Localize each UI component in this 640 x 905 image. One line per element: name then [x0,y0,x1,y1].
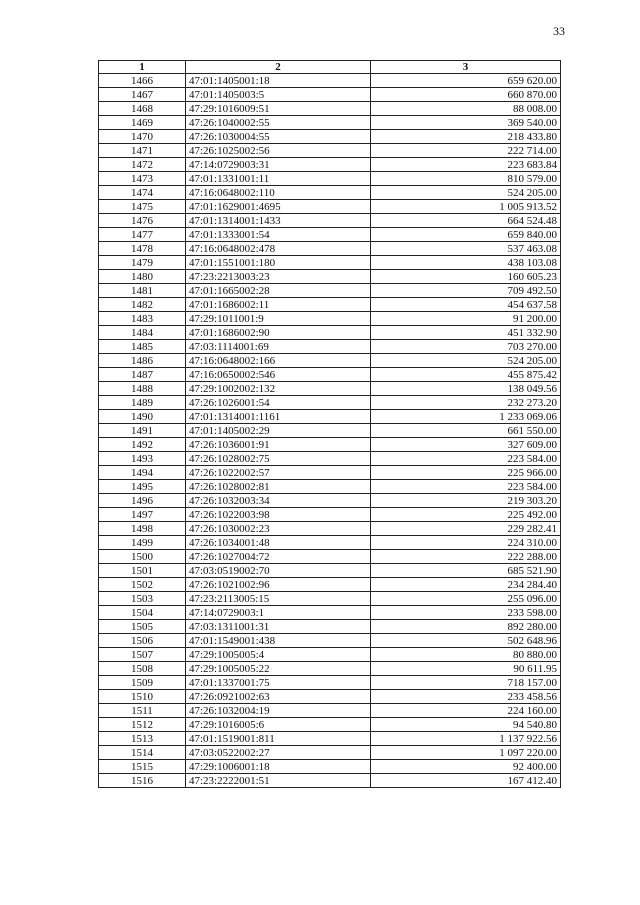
table-row [99,158,561,172]
amount-cell: 223 584.00 [371,452,561,466]
cadastral-number-cell: 47:26:1032004:19 [186,704,371,718]
cadastral-number-cell: 47:26:1034001:48 [186,536,371,550]
row-number-cell: 1481 [99,284,186,298]
table-row [99,522,561,536]
column-header-3: 3 [371,61,561,74]
cadastral-number-cell: 47:26:1036001:91 [186,438,371,452]
table-row [99,676,561,690]
cadastral-number-cell: 47:26:1027004:72 [186,550,371,564]
table-row [99,312,561,326]
table-header [99,61,561,74]
amount-cell: 223 683.84 [371,158,561,172]
cadastral-number-cell: 47:01:1405002:29 [186,424,371,438]
amount-cell: 709 492.50 [371,284,561,298]
table-row [99,774,561,788]
row-number-cell: 1507 [99,648,186,662]
row-number-cell: 1510 [99,690,186,704]
row-number-cell: 1470 [99,130,186,144]
row-number-cell: 1500 [99,550,186,564]
table-row [99,368,561,382]
table-row [99,536,561,550]
table-row [99,662,561,676]
cadastral-number-cell: 47:01:1551001:180 [186,256,371,270]
cadastral-number-cell: 47:14:0729003:1 [186,606,371,620]
amount-cell: 810 579.00 [371,172,561,186]
table-row [99,494,561,508]
page-number: 33 [553,24,565,38]
row-number-cell: 1486 [99,354,186,368]
table-row [99,648,561,662]
row-number-cell: 1489 [99,396,186,410]
cadastral-number-cell: 47:26:1021002:96 [186,578,371,592]
row-number-cell: 1502 [99,578,186,592]
amount-cell: 224 310.00 [371,536,561,550]
amount-cell: 232 273.20 [371,396,561,410]
table-row [99,438,561,452]
amount-cell: 218 433.80 [371,130,561,144]
amount-cell: 80 880.00 [371,648,561,662]
row-number-cell: 1491 [99,424,186,438]
cadastral-number-cell: 47:29:1016005:6 [186,718,371,732]
cadastral-number-cell: 47:26:0921002:63 [186,690,371,704]
row-number-cell: 1477 [99,228,186,242]
row-number-cell: 1511 [99,704,186,718]
cadastral-number-cell: 47:01:1686002:90 [186,326,371,340]
cadastral-number-cell: 47:26:1026001:54 [186,396,371,410]
cadastral-number-cell: 47:03:0519002:70 [186,564,371,578]
amount-cell: 222 288.00 [371,550,561,564]
amount-cell: 892 280.00 [371,620,561,634]
amount-cell: 229 282.41 [371,522,561,536]
cadastral-number-cell: 47:29:1005005:22 [186,662,371,676]
amount-cell: 659 620.00 [371,74,561,88]
table-row [99,144,561,158]
header-row [99,61,561,74]
table-row [99,396,561,410]
cadastral-number-cell: 47:03:1311001:31 [186,620,371,634]
table-row [99,102,561,116]
amount-cell: 524 205.00 [371,186,561,200]
amount-cell: 327 609.00 [371,438,561,452]
cadastral-number-cell: 47:29:1011001:9 [186,312,371,326]
amount-cell: 659 840.00 [371,228,561,242]
cadastral-number-cell: 47:01:1665002:28 [186,284,371,298]
row-number-cell: 1472 [99,158,186,172]
row-number-cell: 1508 [99,662,186,676]
amount-cell: 1 233 069.06 [371,410,561,424]
amount-cell: 223 584.00 [371,480,561,494]
table-row [99,214,561,228]
amount-cell: 455 875.42 [371,368,561,382]
table-row [99,242,561,256]
cadastral-number-cell: 47:26:1030004:55 [186,130,371,144]
row-number-cell: 1516 [99,774,186,788]
row-number-cell: 1506 [99,634,186,648]
amount-cell: 454 637.58 [371,298,561,312]
row-number-cell: 1480 [99,270,186,284]
table-row [99,452,561,466]
table-row [99,340,561,354]
amount-cell: 664 524.48 [371,214,561,228]
row-number-cell: 1473 [99,172,186,186]
cadastral-number-cell: 47:23:2222001:51 [186,774,371,788]
amount-cell: 138 049.56 [371,382,561,396]
row-number-cell: 1482 [99,298,186,312]
amount-cell: 94 540.80 [371,718,561,732]
table-row [99,172,561,186]
row-number-cell: 1483 [99,312,186,326]
amount-cell: 234 284.40 [371,578,561,592]
cadastral-number-cell: 47:29:1016009:51 [186,102,371,116]
row-number-cell: 1471 [99,144,186,158]
row-number-cell: 1476 [99,214,186,228]
cadastral-number-cell: 47:23:2213003:23 [186,270,371,284]
amount-cell: 219 303.20 [371,494,561,508]
amount-cell: 703 270.00 [371,340,561,354]
cadastral-number-cell: 47:16:0648002:478 [186,242,371,256]
row-number-cell: 1469 [99,116,186,130]
row-number-cell: 1488 [99,382,186,396]
row-number-cell: 1492 [99,438,186,452]
table-row [99,606,561,620]
cadastral-number-cell: 47:01:1549001:438 [186,634,371,648]
row-number-cell: 1497 [99,508,186,522]
table-row [99,480,561,494]
row-number-cell: 1474 [99,186,186,200]
row-number-cell: 1467 [99,88,186,102]
table-row [99,256,561,270]
row-number-cell: 1487 [99,368,186,382]
cadastral-number-cell: 47:26:1032003:34 [186,494,371,508]
amount-cell: 225 966.00 [371,466,561,480]
cadastral-number-cell: 47:26:1028002:81 [186,480,371,494]
row-number-cell: 1479 [99,256,186,270]
table-row [99,424,561,438]
table-row [99,298,561,312]
amount-cell: 92 400.00 [371,760,561,774]
cadastral-number-cell: 47:16:0648002:166 [186,354,371,368]
table-row [99,186,561,200]
amount-cell: 1 137 922.56 [371,732,561,746]
cadastral-number-cell: 47:01:1519001:811 [186,732,371,746]
cadastral-number-cell: 47:16:0650002:546 [186,368,371,382]
row-number-cell: 1496 [99,494,186,508]
amount-cell: 224 160.00 [371,704,561,718]
cadastral-number-cell: 47:01:1629001:4695 [186,200,371,214]
row-number-cell: 1478 [99,242,186,256]
amount-cell: 91 200.00 [371,312,561,326]
table-row [99,466,561,480]
row-number-cell: 1466 [99,74,186,88]
cadastral-number-cell: 47:01:1686002:11 [186,298,371,312]
cadastral-number-cell: 47:29:1002002:132 [186,382,371,396]
amount-cell: 222 714.00 [371,144,561,158]
amount-cell: 369 540.00 [371,116,561,130]
amount-cell: 255 096.00 [371,592,561,606]
cadastral-number-cell: 47:14:0729003:31 [186,158,371,172]
table-row [99,284,561,298]
cadastral-number-cell: 47:26:1022002:57 [186,466,371,480]
cadastral-number-cell: 47:26:1040002:55 [186,116,371,130]
cadastral-number-cell: 47:01:1333001:54 [186,228,371,242]
amount-cell: 718 157.00 [371,676,561,690]
table-row [99,74,561,88]
cadastral-number-cell: 47:01:1331001:11 [186,172,371,186]
column-header-1: 1 [99,61,186,74]
amount-cell: 88 008.00 [371,102,561,116]
cadastral-number-cell: 47:01:1337001:75 [186,676,371,690]
amount-cell: 438 103.08 [371,256,561,270]
amount-cell: 524 205.00 [371,354,561,368]
table-row [99,130,561,144]
table-row [99,326,561,340]
amount-cell: 685 521.90 [371,564,561,578]
row-number-cell: 1509 [99,676,186,690]
table-row [99,116,561,130]
table-row [99,88,561,102]
table-row [99,228,561,242]
amount-cell: 1 005 913.52 [371,200,561,214]
table-row [99,704,561,718]
cadastral-number-cell: 47:01:1314001:1161 [186,410,371,424]
cadastral-number-cell: 47:03:0522002:27 [186,746,371,760]
table-row [99,200,561,214]
amount-cell: 233 598.00 [371,606,561,620]
cadastral-number-cell: 47:26:1022003:98 [186,508,371,522]
amount-cell: 661 550.00 [371,424,561,438]
row-number-cell: 1514 [99,746,186,760]
table-row [99,382,561,396]
row-number-cell: 1501 [99,564,186,578]
cadastral-number-cell: 47:23:2113005:15 [186,592,371,606]
amount-cell: 451 332.90 [371,326,561,340]
cadastral-number-cell: 47:03:1114001:69 [186,340,371,354]
table-row [99,270,561,284]
row-number-cell: 1468 [99,102,186,116]
table-row [99,592,561,606]
cadastral-number-cell: 47:16:0648002:110 [186,186,371,200]
table-row [99,354,561,368]
amount-cell: 233 458.56 [371,690,561,704]
cadastral-number-cell: 47:01:1405001:18 [186,74,371,88]
amount-cell: 167 412.40 [371,774,561,788]
row-number-cell: 1485 [99,340,186,354]
row-number-cell: 1493 [99,452,186,466]
table-row [99,718,561,732]
row-number-cell: 1505 [99,620,186,634]
amount-cell: 225 492.00 [371,508,561,522]
table-row [99,690,561,704]
table-row [99,634,561,648]
cadastral-number-cell: 47:01:1314001:1433 [186,214,371,228]
row-number-cell: 1512 [99,718,186,732]
row-number-cell: 1475 [99,200,186,214]
row-number-cell: 1494 [99,466,186,480]
table-body [99,74,561,788]
row-number-cell: 1495 [99,480,186,494]
cadastral-table [98,60,561,788]
amount-cell: 502 648.96 [371,634,561,648]
table-row [99,578,561,592]
table-row [99,508,561,522]
row-number-cell: 1498 [99,522,186,536]
cadastral-number-cell: 47:01:1405003:5 [186,88,371,102]
row-number-cell: 1490 [99,410,186,424]
row-number-cell: 1484 [99,326,186,340]
row-number-cell: 1499 [99,536,186,550]
table-row [99,760,561,774]
cadastral-number-cell: 47:29:1005005:4 [186,648,371,662]
table-row [99,564,561,578]
amount-cell: 1 097 220.00 [371,746,561,760]
table-row [99,620,561,634]
table-row [99,410,561,424]
cadastral-number-cell: 47:26:1028002:75 [186,452,371,466]
amount-cell: 660 870.00 [371,88,561,102]
amount-cell: 537 463.08 [371,242,561,256]
table-row [99,746,561,760]
row-number-cell: 1515 [99,760,186,774]
row-number-cell: 1504 [99,606,186,620]
cadastral-number-cell: 47:26:1025002:56 [186,144,371,158]
row-number-cell: 1513 [99,732,186,746]
column-header-2: 2 [186,61,371,74]
cadastral-number-cell: 47:29:1006001:18 [186,760,371,774]
amount-cell: 160 605.23 [371,270,561,284]
table-row [99,550,561,564]
table-row [99,732,561,746]
row-number-cell: 1503 [99,592,186,606]
cadastral-number-cell: 47:26:1030002:23 [186,522,371,536]
amount-cell: 90 611.95 [371,662,561,676]
